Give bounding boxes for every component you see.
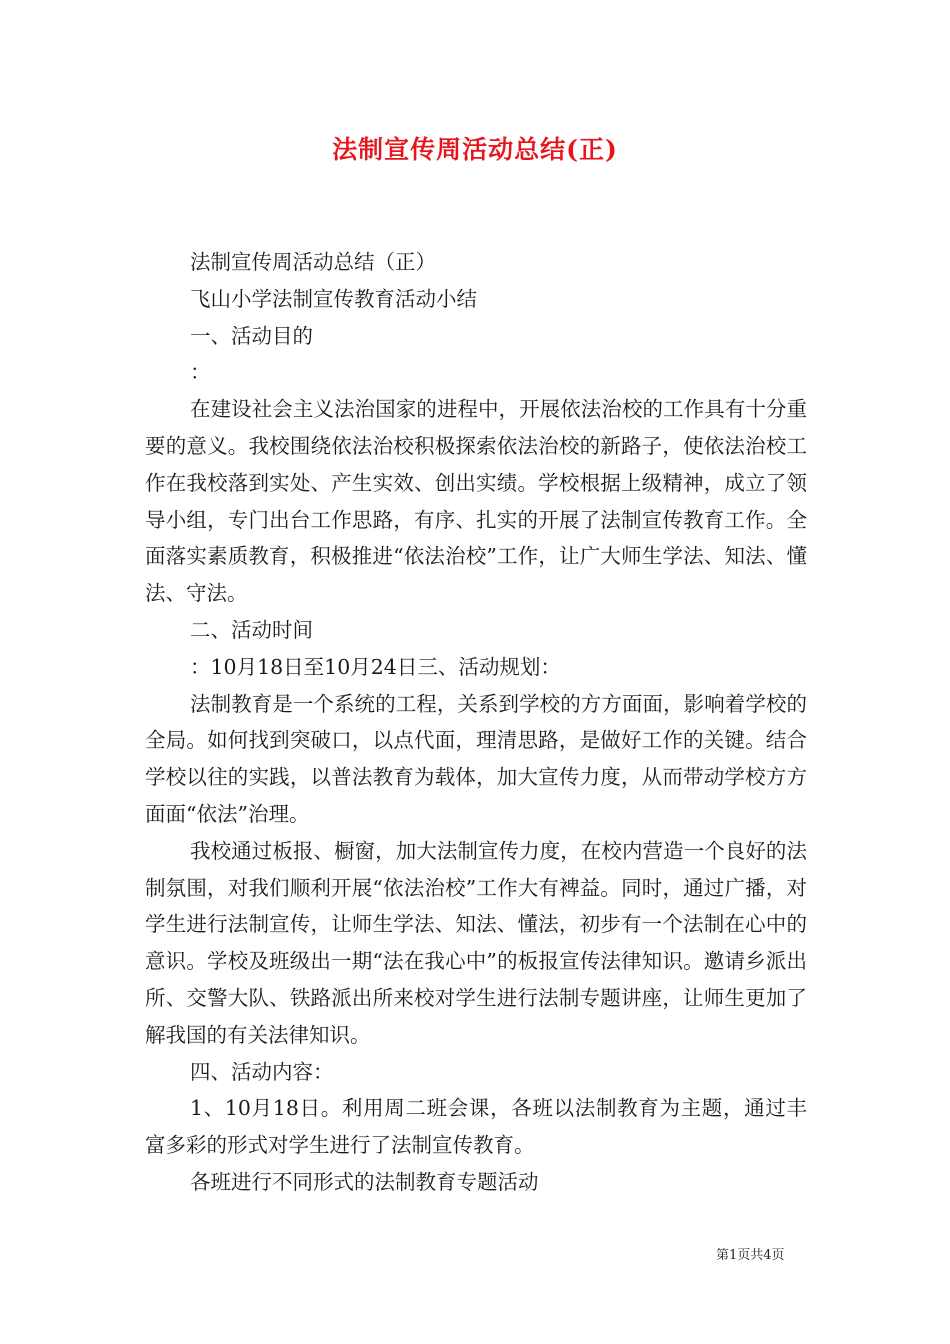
paragraph-colon: ： (190, 360, 211, 385)
paragraph-subtitle: 法制宣传周活动总结（正） (190, 250, 436, 274)
paragraph-purpose-body: 在建设社会主义法治国家的进程中，开展依法治校的工作具有十分重要的意义。我校围绕依法治校积极探索依法治校的新路子，使依法治校工作在我校落到实处、产生实效、创出实绩。学校根据上级精神，成立了领导小组，专门出台工作思路，有序、扎实的开展了法制宣传教育工作。全面落实素质教育，积极推进“依法治校”工作，让广大师生学法、知法、懂法、守法。 (145, 397, 807, 606)
paragraph-content-item-2: 各班进行不同形式的法制教育专题活动 (190, 1169, 539, 1194)
section-heading-content: 四、活动内容： (190, 1059, 334, 1084)
section-heading-time: 二、活动时间 (190, 617, 313, 642)
paragraph-time-planning: ：10月18日至10月24日三、活动规划： (190, 654, 561, 679)
paragraph-school-heading: 飞山小学法制宣传教育活动小结 (190, 286, 477, 311)
document-body (145, 244, 807, 1201)
paragraph-planning-body: 法制教育是一个系统的工程，关系到学校的方方面面，影响着学校的全局。如何找到突破口，以点代面，理清思路，是做好工作的关键。结合学校以往的实践，以普法教育为载体，加大宣传力度，从而带动学校方方面面“依法”治理。 (145, 691, 807, 826)
paragraph-publicity-body: 我校通过板报、橱窗，加大法制宣传力度，在校内营造一个良好的法制氛围，对我们顺利开展“依法治校”工作大有裨益。同时，通过广播，对学生进行法制宣传，让师生学法、知法、懂法，初步有一个法制在心中的意识。学校及班级出一期“法在我心中”的板报宣传法律知识。邀请乡派出所、交警大队、铁路派出所来校对学生进行法制专题讲座，让师生更加了解我国的有关法律知识。 (145, 838, 807, 1047)
page-footer-page-number: 第1页共4页 (716, 1248, 785, 1263)
section-heading-purpose: 一、活动目的 (190, 323, 313, 348)
paragraph-content-item-1: 1、10月18日。利用周二班会课，各班以法制教育为主题，通过丰富多彩的形式对学生进行了法制宣传教育。 (145, 1096, 807, 1158)
page-title: 法制宣传周活动总结(正) (332, 135, 618, 164)
